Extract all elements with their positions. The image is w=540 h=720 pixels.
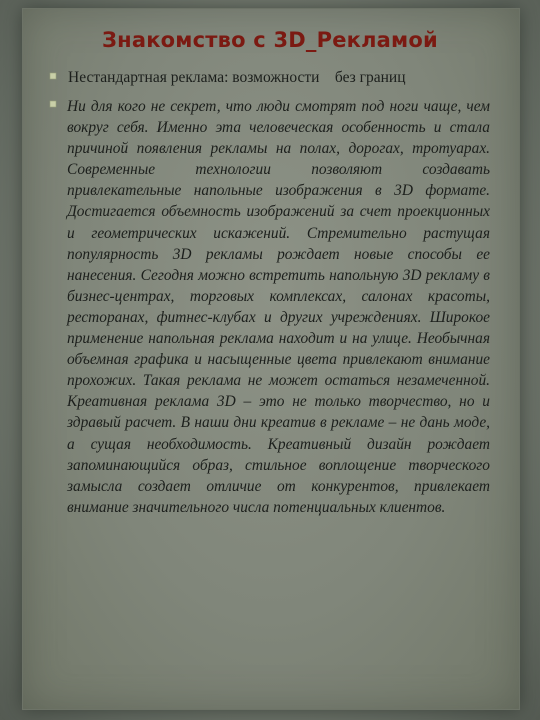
diamond-bullet-icon [49, 100, 57, 108]
diamond-bullet-icon [49, 72, 57, 80]
slide-title: Знакомство с 3D_Рекламой [102, 28, 438, 52]
bullet-text-2: Ни для кого не секрет, что люди смотрят под ноги чаще, чем вокруг себя. Именно эта человеческая особенность и стала причиной появления рекламы на полах, дорогах, тротуарах. Современные технологии позволяют создавать привлекательные напольные изображения в 3D формате. Достигается объемность изображений за счет проекционных и геометрических искажений. Стремительно растущая популярность 3D рекламы рождает новые способы ее нанесения. Сегодня можно встретить напольную 3D рекламу в бизнес-центрах, торговых комплексах, салонах красоты, ресторанах, фитнес-клубах и других учреждениях. Широкое применение напольная реклама находит и на улице. Необычная объемная графика и насыщенные цвета привлекают внимание прохожих. Такая реклама не может остаться незамеченной. Креативная реклама 3D – это не только творчество, но и здравый расчет. В наши дни креатив в рекламе – не дань моде, а сущая необходимость. Креативный дизайн рождает запоминающийся образ, стильное воплощение творческого замысла создает отличие от конкурентов, привлекает внимание значительного числа потенциальных клиентов. [67, 98, 490, 516]
bullet-text-1: Нестандартная реклама: возможности без границ [68, 69, 406, 86]
